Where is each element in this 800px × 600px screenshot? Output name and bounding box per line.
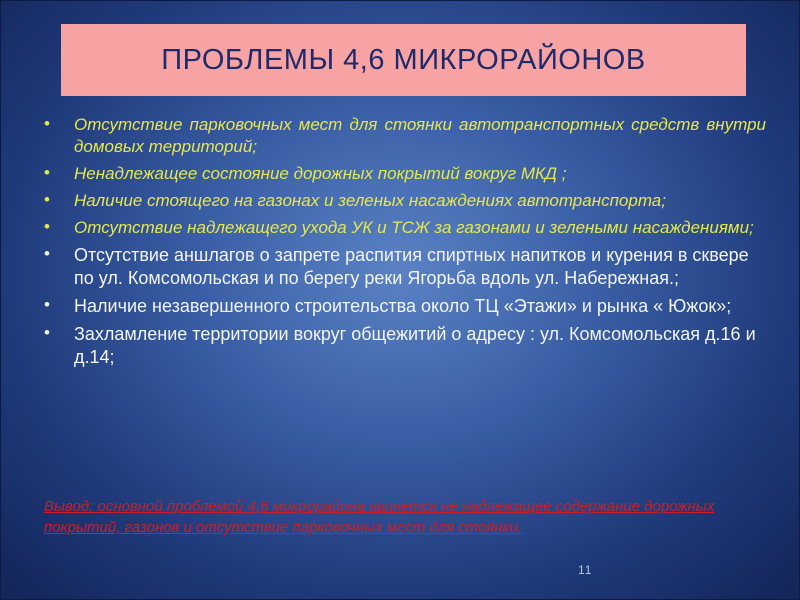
- list-item-text: Отсутствие аншлагов о запрете распития спиртных напитков и курения в сквере по ул. Комсомольская и по берегу реки Ягорьба вдоль ул. Набережная.;: [74, 245, 749, 288]
- bullet-icon: •: [44, 217, 50, 236]
- bullet-icon: •: [44, 190, 50, 209]
- list-item-text: Отсутствие надлежащего ухода УК и ТСЖ за газонами и зелеными насаждениями;: [74, 218, 754, 237]
- conclusion-text: Вывод: основной проблемой 4,6 микрорайона является не надлежащее содержание дорожных покрытий, газонов и отсутствие парковочных мест для стоянки.: [44, 498, 715, 536]
- bullet-icon: •: [44, 163, 50, 182]
- list-item: [44, 244, 766, 290]
- bullet-icon: •: [44, 114, 50, 133]
- title-banner: [61, 24, 746, 96]
- slide-title: ПРОБЛЕМЫ 4,6 МИКРОРАЙОНОВ: [161, 43, 646, 76]
- problem-list: [44, 114, 766, 374]
- list-item-text: Отсутствие парковочных мест для стоянки автотранспортных средств внутри домовых территорий;: [74, 115, 766, 156]
- list-item-text: Захламление территории вокруг общежитий о адресу : ул. Комсомольская д.16 и д.14;: [74, 324, 756, 367]
- list-item: [44, 217, 766, 239]
- bullet-icon: •: [44, 244, 50, 263]
- list-item: [44, 323, 766, 369]
- list-item-text: Ненадлежащее состояние дорожных покрытий вокруг МКД ;: [74, 164, 567, 183]
- bullet-icon: •: [44, 323, 50, 342]
- list-item-text: Наличие стоящего на газонах и зеленых насаждениях автотранспорта;: [74, 191, 666, 210]
- list-item: [44, 114, 766, 158]
- list-item-text: Наличие незавершенного строительства около ТЦ «Этажи» и рынка « Южок»;: [74, 296, 732, 316]
- list-item: [44, 163, 766, 185]
- page-number: 11: [578, 563, 593, 577]
- list-item: [44, 190, 766, 212]
- list-item: [44, 295, 766, 318]
- bullet-icon: •: [44, 295, 50, 314]
